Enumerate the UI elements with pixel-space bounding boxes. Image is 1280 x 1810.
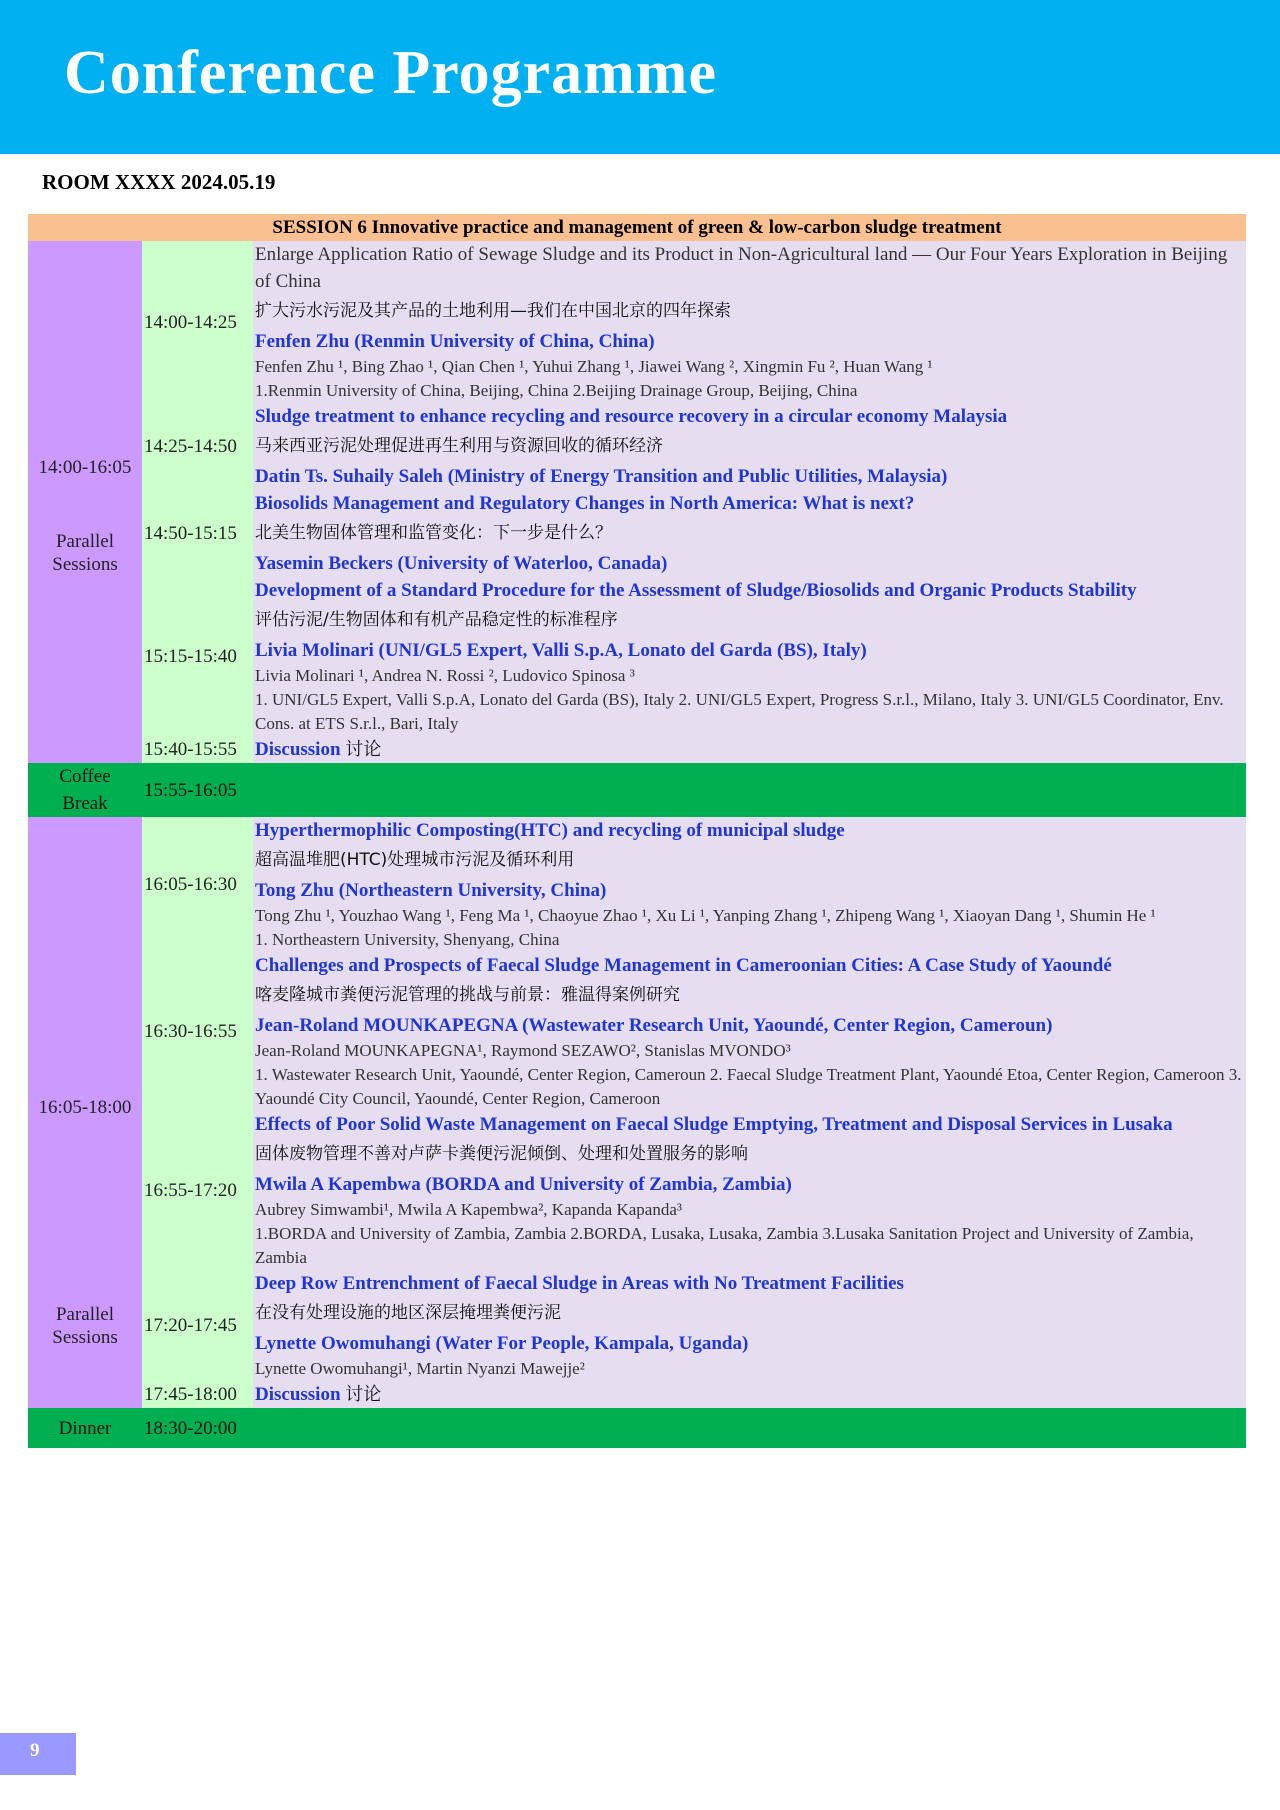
session-header-row xyxy=(28,214,1246,241)
talk-time: 16:55-17:20 xyxy=(142,1111,253,1270)
talk-row xyxy=(28,577,1246,736)
talk-row xyxy=(28,241,1246,403)
talk-affiliations: 1.Renmin University of China, Beijing, China 2.Beijing Drainage Group, Beijing, China xyxy=(255,381,858,400)
talk-row xyxy=(28,817,1246,952)
coffee-break-label: Coffee Break xyxy=(28,763,142,817)
discussion-row xyxy=(28,736,1246,763)
talk-title: Effects of Poor Solid Waste Management on Faecal Sludge Emptying, Treatment and Disposal Services in Lusaka xyxy=(255,1114,1173,1135)
talk-time: 16:30-16:55 xyxy=(142,952,253,1111)
talk-details xyxy=(253,241,1246,403)
talk-title: Enlarge Application Ratio of Sewage Sludge and its Product in Non-Agricultural land — Our Four Years Exploration in Beijing of China xyxy=(255,244,1228,292)
talk-affiliations: 1. UNI/GL5 Expert, Valli S.p.A, Lonato del Garda (BS), Italy 2. UNI/GL5 Expert, Progress S.r.l., Milano, Italy 3. UNI/GL5 Coordinator, Env. Cons. at ETS S.r.l., Bari, Italy xyxy=(255,690,1224,733)
discussion-label: Discussion 讨论 xyxy=(253,1381,1246,1408)
dinner-spacer xyxy=(253,1408,1246,1448)
talk-title-zh: 在没有处理设施的地区深层掩埋粪便污泥 xyxy=(255,1303,561,1323)
talk-title-zh: 评估污泥/生物固体和有机产品稳定性的标准程序 xyxy=(255,610,618,630)
talk-speaker: Fenfen Zhu (Renmin University of China, China) xyxy=(255,331,655,352)
talk-title: Challenges and Prospects of Faecal Sludge Management in Cameroonian Cities: A Case Study of Yaoundé xyxy=(255,955,1112,976)
talk-details xyxy=(253,403,1246,490)
talk-title-zh: 超高温堆肥(HTC)处理城市污泥及循环利用 xyxy=(255,850,575,870)
talk-speaker: Yasemin Beckers (University of Waterloo, Canada) xyxy=(255,553,668,574)
talk-details xyxy=(253,577,1246,736)
coffee-break-row xyxy=(28,763,1246,817)
talk-details xyxy=(253,1270,1246,1381)
talk-title: Development of a Standard Procedure for the Assessment of Sludge/Biosolids and Organic Products Stability xyxy=(255,580,1137,601)
talk-authors: Livia Molinari ¹, Andrea N. Rossi ², Ludovico Spinosa ³ xyxy=(255,666,635,685)
block1-label: Parallel Sessions xyxy=(52,531,118,575)
discussion-row xyxy=(28,1381,1246,1408)
talk-affiliations: 1. Wastewater Research Unit, Yaoundé, Center Region, Cameroun 2. Faecal Sludge Treatment Plant, Yaoundé Etoa, Center Region, Cameroon 3. Yaoundé City Council, Yaoundé, Center Region, Cameroon xyxy=(255,1065,1242,1108)
talk-details xyxy=(253,490,1246,577)
talk-title: Sludge treatment to enhance recycling and resource recovery in a circular economy Malaysia xyxy=(255,406,1008,427)
talk-title: Biosolids Management and Regulatory Changes in North America: What is next? xyxy=(255,493,915,514)
dinner-row xyxy=(28,1408,1246,1448)
talk-details xyxy=(253,817,1246,952)
talk-authors: Aubrey Simwambi¹, Mwila A Kapembwa², Kapanda Kapanda³ xyxy=(255,1200,682,1219)
block1-time: 14:00-16:05 xyxy=(38,457,132,478)
dinner-label: Dinner xyxy=(28,1408,142,1448)
talk-time: 15:15-15:40 xyxy=(142,577,253,736)
talk-speaker: Tong Zhu (Northeastern University, China) xyxy=(255,880,607,901)
talk-speaker: Jean-Roland MOUNKAPEGNA (Wastewater Research Unit, Yaoundé, Center Region, Cameroun) xyxy=(255,1015,1053,1036)
talk-authors: Lynette Owomuhangi¹, Martin Nyanzi Mawejje² xyxy=(255,1359,585,1378)
talk-details xyxy=(253,952,1246,1111)
session-title: SESSION 6 Innovative practice and management of green & low-carbon sludge treatment xyxy=(28,214,1246,241)
talk-title: Deep Row Entrenchment of Faecal Sludge in Areas with No Treatment Facilities xyxy=(255,1273,904,1294)
talk-title-zh: 北美生物固体管理和监管变化：下一步是什么？ xyxy=(255,523,612,543)
dinner-time: 18:30-20:00 xyxy=(142,1408,253,1448)
programme-table xyxy=(28,214,1246,1448)
talk-time: 14:50-15:15 xyxy=(142,490,253,577)
talk-row xyxy=(28,952,1246,1111)
discussion-label: Discussion 讨论 xyxy=(253,736,1246,763)
talk-title-zh: 扩大污水污泥及其产品的土地利用—我们在中国北京的四年探索 xyxy=(255,301,731,321)
talk-authors: Fenfen Zhu ¹, Bing Zhao ¹, Qian Chen ¹, Yuhui Zhang ¹, Jiawei Wang ², Xingmin Fu ², Huan Wang ¹ xyxy=(255,357,933,376)
block2-time-cell xyxy=(28,817,142,1408)
talk-authors: Jean-Roland MOUNKAPEGNA¹, Raymond SEZAWO², Stanislas MVONDO³ xyxy=(255,1041,791,1060)
talk-authors: Tong Zhu ¹, Youzhao Wang ¹, Feng Ma ¹, Chaoyue Zhao ¹, Xu Li ¹, Yanping Zhang ¹, Zhipeng Wang ¹, Xiaoyan Dang ¹, Shumin He ¹ xyxy=(255,906,1156,925)
talk-speaker: Datin Ts. Suhaily Saleh (Ministry of Energy Transition and Public Utilities, Malaysia) xyxy=(255,466,948,487)
block2-label: Parallel Sessions xyxy=(52,1304,118,1348)
talk-time: 16:05-16:30 xyxy=(142,817,253,952)
header-banner xyxy=(0,0,1280,154)
talk-speaker: Lynette Owomuhangi (Water For People, Kampala, Uganda) xyxy=(255,1333,749,1354)
talk-time: 14:00-14:25 xyxy=(142,241,253,403)
room-date-line: ROOM XXXX 2024.05.19 xyxy=(42,170,276,194)
talk-time: 14:25-14:50 xyxy=(142,403,253,490)
talk-speaker: Mwila A Kapembwa (BORDA and University of Zambia, Zambia) xyxy=(255,1174,792,1195)
coffee-break-time: 15:55-16:05 xyxy=(142,763,253,817)
talk-details xyxy=(253,1111,1246,1270)
discussion-time: 15:40-15:55 xyxy=(142,736,253,763)
talk-title: Hyperthermophilic Composting(HTC) and recycling of municipal sludge xyxy=(255,820,845,841)
coffee-break-spacer xyxy=(253,763,1246,817)
talk-row xyxy=(28,1270,1246,1381)
page-number: 9 xyxy=(0,1733,76,1775)
talk-row xyxy=(28,490,1246,577)
discussion-time: 17:45-18:00 xyxy=(142,1381,253,1408)
talk-title-zh: 马来西亚污泥处理促进再生利用与资源回收的循环经济 xyxy=(255,436,663,456)
page-title: Conference Programme xyxy=(64,39,717,107)
block1-time-cell xyxy=(28,241,142,763)
talk-speaker: Livia Molinari (UNI/GL5 Expert, Valli S.p.A, Lonato del Garda (BS), Italy) xyxy=(255,640,867,661)
talk-affiliations: 1. Northeastern University, Shenyang, China xyxy=(255,930,560,949)
talk-affiliations: 1.BORDA and University of Zambia, Zambia 2.BORDA, Lusaka, Lusaka, Zambia 3.Lusaka Sanitation Project and University of Zambia, Zambia xyxy=(255,1224,1194,1267)
talk-time: 17:20-17:45 xyxy=(142,1270,253,1381)
talk-row xyxy=(28,403,1246,490)
talk-row xyxy=(28,1111,1246,1270)
block2-time: 16:05-18:00 xyxy=(38,1097,132,1118)
talk-title-zh: 喀麦隆城市粪便污泥管理的挑战与前景：雅温得案例研究 xyxy=(255,985,680,1005)
talk-title-zh: 固体废物管理不善对卢萨卡粪便污泥倾倒、处理和处置服务的影响 xyxy=(255,1144,748,1164)
